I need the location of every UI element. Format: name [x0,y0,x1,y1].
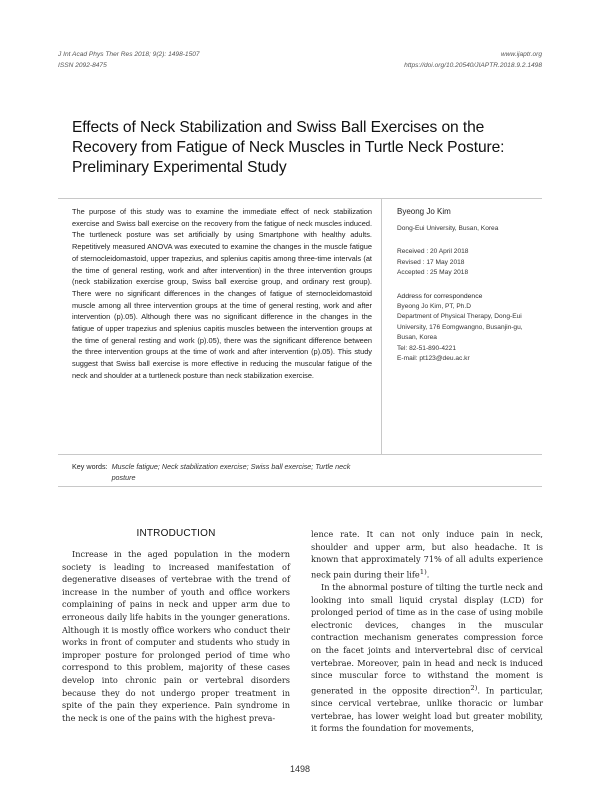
article-title: Effects of Neck Stabilization and Swiss Ball Exercises on the Recovery from Fatigue of Neck Muscles in Turtle Neck Posture: Preliminary Experimental Study [72,119,505,176]
correspondence-block [397,292,547,365]
paragraph-text: In the abnormal posture of tilting the turtle neck and looking into small liquid crystal display (LCD) for prolonged period of time as in the case of using mobile electronic devices, changes in the muscular contraction mechanism generates compression force on the facet joints and intervertebral disc of cervical vertebrae. Moreover, pain in head and neck is induced since muscular force to withstand the moment is generated in the opposite direction [311,582,543,696]
article-dates [397,247,547,278]
revised-date: Revised : 17 May 2018 [397,258,465,266]
running-header-left [58,49,200,71]
issn: ISSN 2092-8475 [58,62,107,69]
introduction-column-right [311,528,543,735]
reference-marker[interactable]: 1) [419,567,427,576]
correspondence-email[interactable]: E-mail: pt123@deu.ac.kr [397,355,470,363]
correspondence-line: University, 176 Eomgwangno, Busanjin-gu, [397,323,523,331]
paragraph-text: . [426,569,430,580]
introduction-paragraph-continued [311,528,543,581]
divider-keywords-top [58,454,542,455]
accepted-date: Accepted : 25 May 2018 [397,269,469,277]
introduction-paragraph-left: Increase in the aged population in the modern society is leading to increased manifestation of degenerative diseases of vertebrae with the trend of increase in the number of youth and office workers complaining of pains in neck and upper arm due to erroneous daily life habits in the younger generations. Although it is mostly office workers who conduct their works in front of computer and students who study in improper posture for prolonged period of time who correspond to this problem, majority of these cases develop into chronic pain or vertebral disorders because they do not undergo proper treatment in spite of the pain they experience. Pain syndrome in the neck is one of the pains with the highest preva- [62,549,290,723]
correspondence-line: Busan, Korea [397,334,437,342]
keywords-list: Muscle fatigue; Neck stabilization exercise; Swiss ball exercise; Turtle neck posture [111,462,351,482]
page-number: 1498 [289,764,311,774]
introduction-heading: INTRODUCTION [136,528,216,539]
reference-marker[interactable]: 2) [470,683,478,692]
article-info-sidebar [397,206,547,364]
divider-vertical [381,198,382,454]
paragraph-text: lence rate. It can not only induce pain in neck, shoulder and upper arm, but also headache. It is known that approximately 71% of all adults experience neck pain during their life [311,529,543,580]
correspondence-label: Address for correspondence [397,292,483,300]
keywords-label: Key words: [72,462,108,471]
journal-citation: J Int Acad Phys Ther Res 2018; 9(2): 1498-1507 [58,51,200,58]
author-affiliation: Dong-Eui University, Busan, Korea [397,225,499,232]
correspondence-line: Byeong Jo Kim, PT, Ph.D [397,303,472,311]
correspondence-phone: Tel: 82-51-890-4221 [397,344,457,352]
paragraph-text: . In particular, since cervical vertebrae, unlike thoracic or lumbar vertebrae, has lower weight load but greater mobility, it forms the foundation for movements, [311,685,544,734]
keywords [72,461,392,483]
divider-top [58,198,542,199]
author-name: Byeong Jo Kim [397,207,451,216]
abstract: The purpose of this study was to examine the immediate effect of neck stabilization exercise and Swiss ball exercise on the recovery from the fatigue of neck muscles induced. The turtleneck posture was set artificially by using Smartphone with healthy adults. Repetitively measured ANOVA was executed to examine the changes in the muscle fatigue of sternocleidomastoid, upper trapezius, and splenius capitis among three-time intervals (at the time of general resting, work and after intervention) in the three intervention groups (neck stabilization exercise group, Swiss ball exercise group, and ordinary rest group). There were no significant differences in the changes of fatigue of sternocleidomastoid muscle among all three intervention groups at the time of general resting, work and after intervention (p).05). Although there was no significant difference in the changes in the fatigue of upper trapezius and splenius capitis muscles between the intervention groups at the time of general resting and work (p).05), there was the significant difference between the three intervention groups at the time of work and after intervention (p).05). This study suggest that Swiss ball exercise is more effective in reducing the muscular fatigue of the neck and shoulder at a turtleneck posture than neck stabilization exercise. [72,207,372,380]
divider-keywords-bottom [58,486,542,487]
received-date: Received : 20 April 2018 [397,248,469,256]
doi-link[interactable]: https://doi.org/10.20540/JIAPTR.2018.9.2.1498 [404,62,542,69]
running-header-right [404,49,542,71]
correspondence-line: Department of Physical Therapy, Dong-Eui [397,313,522,321]
journal-website-link[interactable]: www.ijaptr.org [500,51,542,58]
introduction-paragraph [311,581,543,735]
